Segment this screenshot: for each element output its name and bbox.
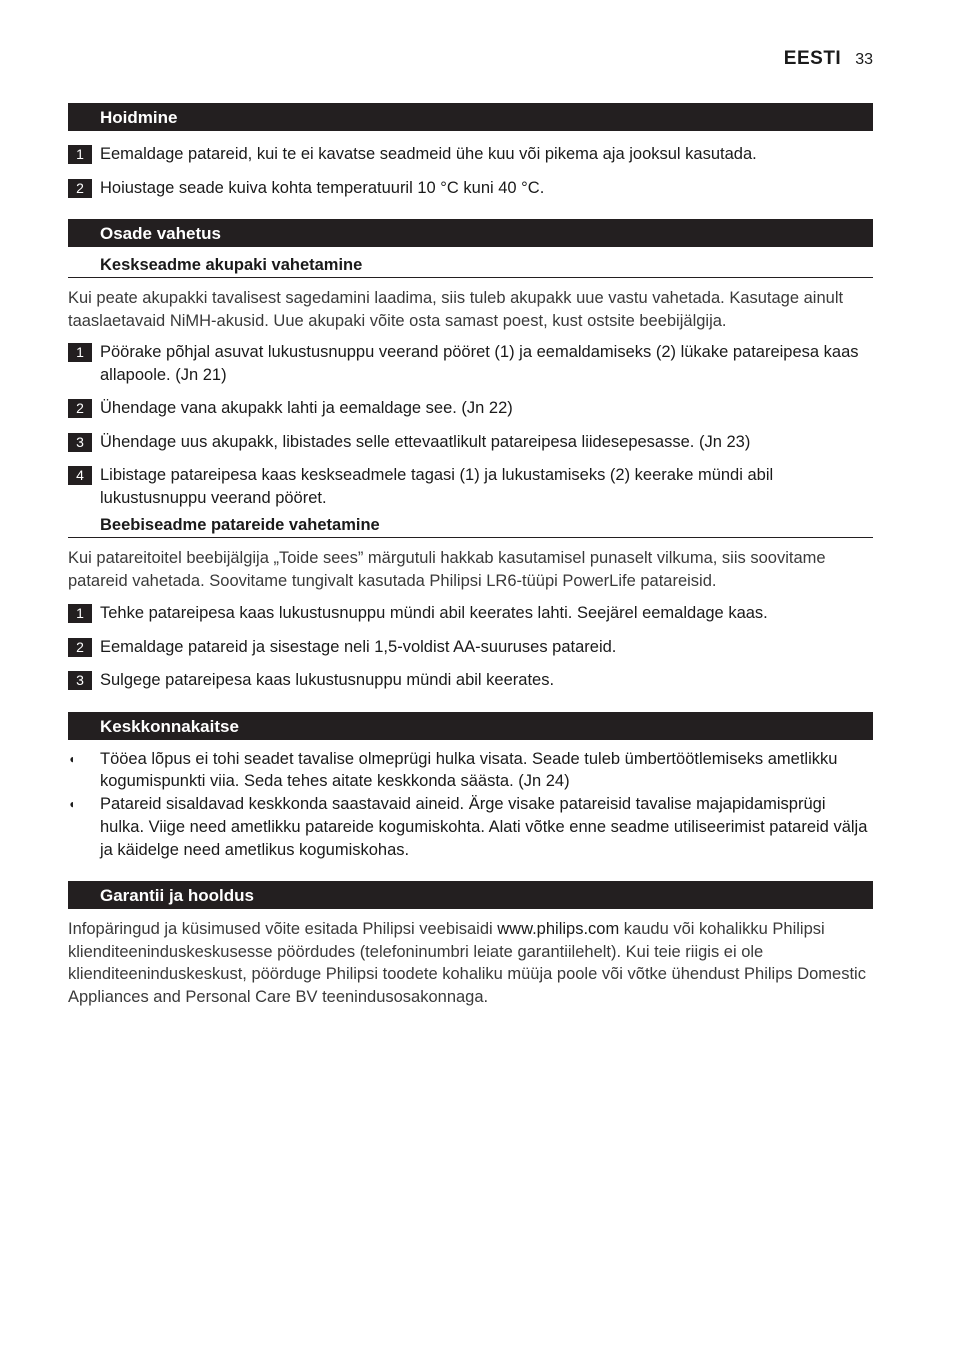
step-number: 2 bbox=[68, 399, 92, 418]
page-content bbox=[68, 103, 873, 1008]
garantii-text-before: Infopäringud ja küsimused võite esitada Philipsi veebisaidi bbox=[68, 920, 498, 939]
philips-website-link[interactable]: www.philips.com bbox=[497, 920, 620, 939]
page-number: 33 bbox=[855, 51, 873, 68]
step-text: Eemaldage patareid, kui te ei kavatse seadmeid ühe kuu või pikema aja jooksul kasutada. bbox=[100, 145, 757, 163]
step-item bbox=[68, 431, 873, 454]
section-title-hoidmine: Hoidmine bbox=[68, 103, 873, 131]
page-header bbox=[784, 48, 873, 70]
step-number: 1 bbox=[68, 604, 92, 623]
step-text: Pöörake põhjal asuvat lukustusnuppu veerand pööret (1) ja eemaldamiseks (2) lükake patareipesa kaas allapoole. (Jn 21) bbox=[100, 343, 859, 384]
step-number: 2 bbox=[68, 638, 92, 657]
step-number: 3 bbox=[68, 671, 92, 690]
bullet-text: Patareid sisaldavad keskkonda saastavaid aineid. Ärge visake patareisid tavalise majapidamisprügi hulka. Viige need ametlikku patareide kogumiskohta. Alati võtke enne seadme utiliseerimist patareid välja ja käidelge need ametlikus kogumiskohas. bbox=[100, 795, 868, 859]
section-title-keskkonnakaitse: Keskkonnakaitse bbox=[68, 712, 873, 740]
step-item bbox=[68, 397, 873, 420]
step-number: 1 bbox=[68, 343, 92, 362]
bullet-text: Tööea lõpus ei tohi seadet tavalise olmeprügi hulka visata. Seade tuleb ümbertöötlemiseks ametlikku kogumispunkti viia. Seda tehes aitate keskkonda säästa. (Jn 24) bbox=[100, 749, 838, 791]
section-title-garantii: Garantii ja hooldus bbox=[68, 881, 873, 909]
language-label: EESTI bbox=[783, 48, 842, 69]
step-number: 2 bbox=[68, 179, 92, 198]
step-text: Ühendage uus akupakk, libistades selle ettevaatlikult patareipesa liidesepesasse. (Jn 23) bbox=[100, 432, 751, 451]
patareid-intro: Kui patareitoitel beebijälgija „Toide sees” märgutuli hakkab kasutamisel punaselt vilkuma, siis soovitame patareid vahetada. Soovitame tungivalt kasutada Philipsi LR6-tüüpi PowerLife patareisid. bbox=[68, 549, 826, 590]
step-number: 1 bbox=[68, 145, 92, 164]
bullet-item bbox=[68, 748, 873, 794]
section-title-osade-vahetus: Osade vahetus bbox=[68, 219, 873, 247]
step-item bbox=[68, 636, 873, 659]
step-item bbox=[68, 341, 873, 386]
akupakk-intro: Kui peate akupakki tavalisest sagedamini laadima, siis tuleb akupakk uue vastu vahetada. Kasutage ainult taaslaetavaid NiMH-akusid. Uue akupaki võite osta samast poest, kust ostsite beebijälgija. bbox=[68, 289, 844, 330]
subsection-title-patareid: Beebiseadme patareide vahetamine bbox=[68, 513, 873, 538]
step-item bbox=[68, 177, 873, 200]
step-item bbox=[68, 143, 873, 166]
bullet-marker-icon: ◖ bbox=[68, 751, 76, 766]
step-number: 4 bbox=[68, 466, 92, 485]
subsection-title-akupakk: Keskseadme akupaki vahetamine bbox=[68, 253, 873, 278]
step-item bbox=[68, 669, 873, 692]
bullet-marker-icon: ◖ bbox=[68, 797, 76, 812]
step-text: Hoiustage seade kuiva kohta temperatuuril 10 °C kuni 40 °C. bbox=[100, 178, 545, 197]
step-text: Eemaldage patareid ja sisestage neli 1,5-voldist AA-suuruses patareid. bbox=[100, 637, 617, 656]
step-text: Ühendage vana akupakk lahti ja eemaldage see. (Jn 22) bbox=[100, 399, 513, 417]
step-text: Tehke patareipesa kaas lukustusnuppu mündi abil keerates lahti. Seejärel eemaldage kaas. bbox=[100, 604, 768, 622]
step-number: 3 bbox=[68, 433, 92, 452]
garantii-text bbox=[68, 918, 873, 1008]
step-item bbox=[68, 464, 873, 509]
garantii-text-after: kaudu või kohalikku Philipsi klienditeeninduskeskusesse pöördudes (telefoninumbri leiate garantiilehelt). Kui teie riigis ei ole klienditeeninduskeskust, pöörduge Philipsi toodete kohaliku müüja poole või võtke ühendust Philips Domestic Appliances and Personal Care BV teenindusosakonnaga. bbox=[68, 920, 866, 1006]
step-text: Libistage patareipesa kaas keskseadmele tagasi (1) ja lukustamiseks (2) keerake mündi abil lukustusnuppu veerand pööret. bbox=[100, 466, 774, 507]
step-item bbox=[68, 602, 873, 625]
bullet-item bbox=[68, 793, 873, 861]
step-text: Sulgege patareipesa kaas lukustusnuppu mündi abil keerates. bbox=[100, 671, 555, 689]
